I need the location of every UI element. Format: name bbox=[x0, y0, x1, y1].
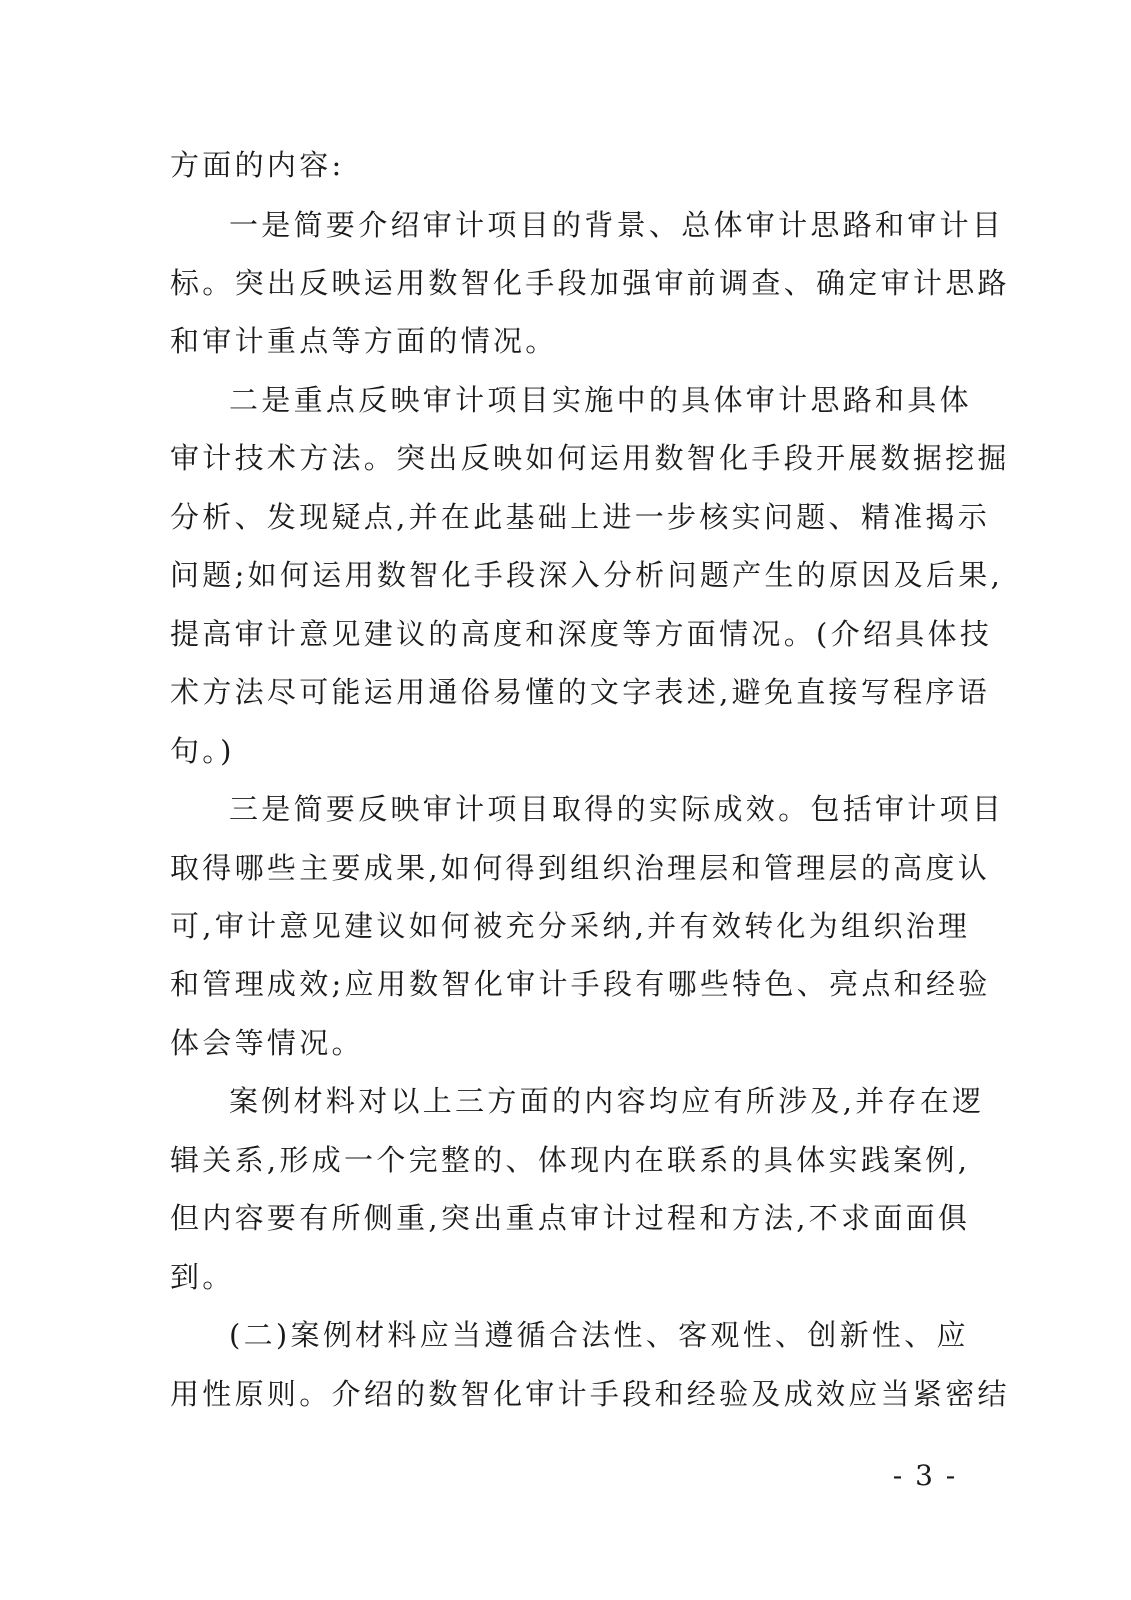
text-line-6: 审计技术方法。突出反映如何运用数智化手段开展数据挖掘 bbox=[170, 441, 1010, 475]
text-line-21: (二)案例材料应当遵循合法性、客观性、创新性、应 bbox=[229, 1318, 969, 1352]
text-line-14: 可,审计意见建议如何被充分采纳,并有效转化为组织治理 bbox=[170, 909, 971, 943]
text-line-12: 三是简要反映审计项目取得的实际成效。包括审计项目 bbox=[229, 792, 1005, 826]
text-line-9: 提高审计意见建议的高度和深度等方面情况。(介绍具体技 bbox=[170, 617, 993, 651]
text-line-1: 方面的内容: bbox=[170, 148, 345, 182]
text-line-22: 用性原则。介绍的数智化审计手段和经验及成效应当紧密结 bbox=[170, 1377, 1010, 1411]
text-line-18: 辑关系,形成一个完整的、体现内在联系的具体实践案例, bbox=[170, 1143, 971, 1177]
text-line-10: 术方法尽可能运用通俗易懂的文字表述,避免直接写程序语 bbox=[170, 675, 991, 709]
text-line-15: 和管理成效;应用数智化审计手段有哪些特色、亮点和经验 bbox=[170, 967, 991, 1001]
text-line-5: 二是重点反映审计项目实施中的具体审计思路和具体 bbox=[229, 383, 972, 417]
text-line-4: 和审计重点等方面的情况。 bbox=[170, 324, 558, 358]
text-line-20: 到。 bbox=[170, 1260, 235, 1294]
text-line-19: 但内容要有所侧重,突出重点审计过程和方法,不求面面俱 bbox=[170, 1201, 971, 1235]
text-line-2: 一是简要介绍审计项目的背景、总体审计思路和审计目 bbox=[229, 208, 1005, 242]
page-number: - 3 - bbox=[892, 1459, 958, 1492]
text-line-17: 案例材料对以上三方面的内容均应有所涉及,并存在逻 bbox=[229, 1084, 985, 1118]
text-line-7: 分析、发现疑点,并在此基础上进一步核实问题、精准揭示 bbox=[170, 500, 991, 534]
text-line-11: 句。) bbox=[170, 734, 235, 768]
text-line-3: 标。突出反映运用数智化手段加强审前调查、确定审计思路 bbox=[170, 266, 1010, 300]
text-line-8: 问题;如何运用数智化手段深入分析问题产生的原因及后果, bbox=[170, 558, 1004, 592]
text-line-16: 体会等情况。 bbox=[170, 1026, 364, 1060]
text-line-13: 取得哪些主要成果,如何得到组织治理层和管理层的高度认 bbox=[170, 851, 991, 885]
